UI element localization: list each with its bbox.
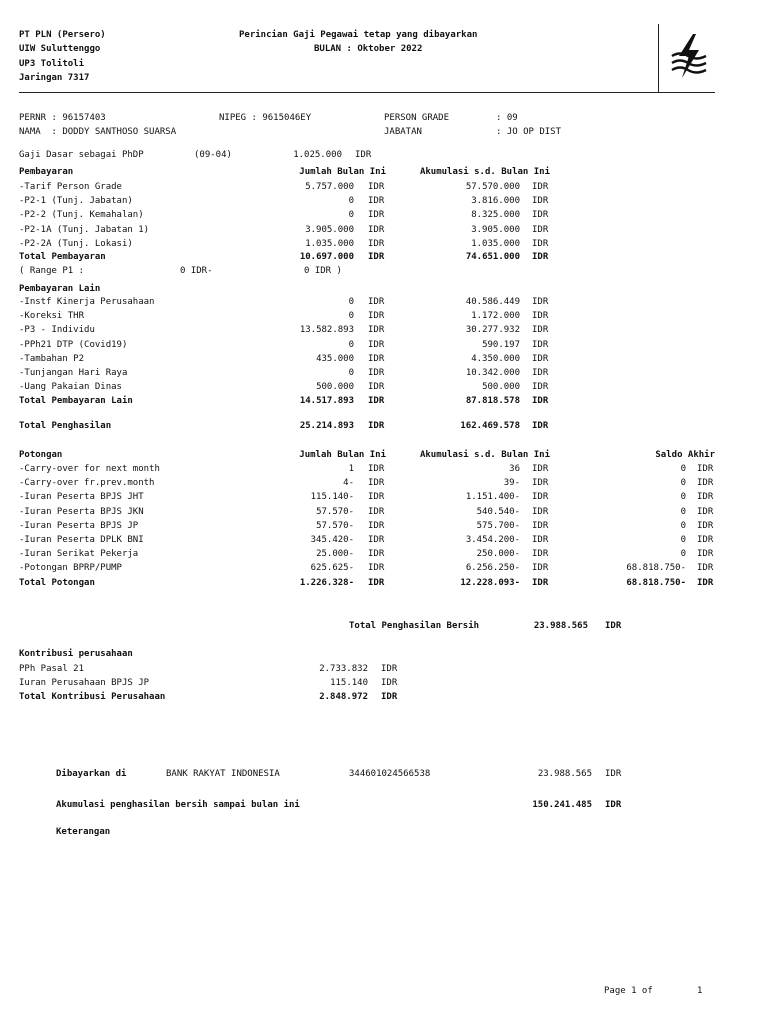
row-saldo-value: 0 (680, 520, 686, 531)
col-header-accum: Akumulasi s.d. Bulan Ini (419, 167, 550, 177)
pembayaran-title: Pembayaran (19, 167, 74, 177)
row-accum-value: 6.256.250- (465, 563, 520, 574)
row-current-currency: IDR (368, 210, 385, 221)
row-saldo-currency: IDR (697, 549, 714, 560)
row-current-currency: IDR (368, 535, 385, 545)
kontribusi-total-value: 2.848.972 (319, 692, 368, 702)
row-accum-currency: IDR (532, 311, 549, 322)
row-current-value: 1.226.328- (299, 578, 354, 588)
range-p1-label: ( Range P1 : (19, 266, 85, 276)
row-current-value: 0 (348, 368, 354, 378)
akumulasi-currency: IDR (605, 800, 622, 810)
logo-divider (658, 24, 659, 93)
header-rule (19, 92, 715, 93)
payment-currency: IDR (605, 769, 622, 779)
row-accum-currency: IDR (532, 339, 549, 350)
pln-logo (666, 28, 712, 88)
row-saldo-value: 68.818.750- (626, 578, 686, 588)
grade-value: : 09 (496, 113, 518, 123)
payment-amount: 23.988.565 (537, 769, 592, 779)
payment-bank: BANK RAKYAT INDONESIA (166, 769, 280, 779)
document-title: Perincian Gaji Pegawai tetap yang dibayarkan (239, 30, 478, 40)
col-header-current-2: Jumlah Bulan Ini (299, 450, 386, 460)
row-accum-currency: IDR (532, 492, 549, 503)
row-label: -Potongan BPRP/PUMP (19, 563, 122, 574)
row-saldo-value: 0 (680, 506, 686, 517)
row-current-value: 14.517.893 (299, 396, 354, 406)
row-saldo-currency: IDR (697, 520, 714, 531)
row-current-value: 115.140- (310, 492, 354, 503)
row-current-value: 1.035.000 (305, 238, 354, 249)
page-total: 1 (697, 986, 703, 996)
row-current-currency: IDR (368, 238, 385, 249)
akumulasi-label: Akumulasi penghasilan bersih sampai bulan ini (56, 800, 300, 810)
row-accum-value: 4.350.000 (471, 353, 520, 364)
row-saldo-currency: IDR (697, 464, 714, 474)
row-accum-value: 3.816.000 (471, 196, 520, 207)
row-current-value: 25.000- (316, 549, 354, 560)
row-current-value: 435.000 (316, 353, 354, 364)
row-accum-value: 8.325.000 (471, 210, 520, 221)
row-accum-currency: IDR (532, 478, 549, 489)
row-current-currency: IDR (368, 182, 385, 192)
row-current-value: 4- (343, 478, 354, 489)
pernr: PERNR : 96157403 (19, 113, 106, 123)
row-label: -Tarif Person Grade (19, 182, 122, 192)
row-current-value: 25.214.893 (299, 421, 354, 431)
row-accum-currency: IDR (532, 297, 549, 307)
row-accum-currency: IDR (532, 396, 549, 406)
col-header-accum-2: Akumulasi s.d. Bulan Ini (419, 450, 550, 460)
row-label: -Carry-over fr.prev.month (19, 478, 155, 489)
row-current-currency: IDR (368, 506, 385, 517)
grade-label: PERSON GRADE (384, 113, 450, 123)
phdp-label: Gaji Dasar sebagai PhDP (19, 150, 144, 160)
row-saldo-currency: IDR (697, 563, 714, 574)
row-label: -Iuran Serikat Pekerja (19, 549, 139, 560)
row-accum-currency: IDR (532, 464, 549, 474)
range-p1-to: 0 IDR ) (304, 266, 342, 276)
row-accum-currency: IDR (532, 238, 549, 249)
row-accum-value: 10.342.000 (465, 368, 520, 378)
row-accum-currency: IDR (532, 252, 549, 262)
row-accum-value: 3.454.200- (465, 535, 520, 545)
row-accum-currency: IDR (532, 549, 549, 560)
bersih-value: 23.988.565 (533, 621, 588, 631)
row-saldo-value: 0 (680, 478, 686, 489)
row-current-value: 57.570- (316, 520, 354, 531)
row-current-value: 0 (348, 339, 354, 350)
row-accum-value: 250.000- (476, 549, 520, 560)
bersih-currency: IDR (605, 621, 622, 631)
row-current-currency: IDR (368, 549, 385, 560)
kontribusi-label: Iuran Perusahaan BPJS JP (19, 678, 150, 689)
kontribusi-currency: IDR (381, 678, 398, 689)
row-accum-value: 1.035.000 (471, 238, 520, 249)
row-current-currency: IDR (368, 252, 385, 262)
row-current-value: 625.625- (310, 563, 354, 574)
row-current-value: 3.905.000 (305, 224, 354, 235)
akumulasi-value: 150.241.485 (532, 800, 592, 810)
row-accum-value: 1.172.000 (471, 311, 520, 322)
row-current-currency: IDR (368, 478, 385, 489)
row-current-currency: IDR (368, 464, 385, 474)
row-current-currency: IDR (368, 311, 385, 322)
row-accum-currency: IDR (532, 182, 549, 192)
row-current-currency: IDR (368, 325, 385, 336)
row-current-value: 0 (348, 196, 354, 207)
row-accum-value: 30.277.932 (465, 325, 520, 336)
payment-label: Dibayarkan di (56, 769, 127, 779)
kontribusi-total-currency: IDR (381, 692, 398, 702)
payment-account: 344601024566538 (349, 769, 431, 779)
row-label: -Tambahan P2 (19, 353, 85, 364)
company-unit: UIW Suluttenggo (19, 44, 101, 54)
row-current-value: 0 (348, 210, 354, 221)
page-of-label: Page 1 of (604, 986, 653, 996)
row-accum-currency: IDR (532, 224, 549, 235)
row-current-value: 1 (348, 464, 354, 474)
company-name: PT PLN (Persero) (19, 30, 106, 40)
row-current-value: 0 (348, 297, 354, 307)
row-accum-value: 162.469.578 (460, 421, 520, 431)
row-saldo-currency: IDR (697, 578, 714, 588)
row-current-currency: IDR (368, 353, 385, 364)
phdp-code: (09-04) (194, 150, 232, 160)
bersih-label: Total Penghasilan Bersih (349, 621, 480, 631)
row-label: -Koreksi THR (19, 311, 85, 322)
row-accum-value: 500.000 (482, 382, 520, 393)
row-label: -Instf Kinerja Perusahaan (19, 297, 155, 307)
row-current-currency: IDR (368, 492, 385, 503)
row-label: -Iuran Peserta DPLK BNI (19, 535, 144, 545)
row-accum-value: 74.651.000 (465, 252, 520, 262)
row-accum-currency: IDR (532, 325, 549, 336)
row-label: -Iuran Peserta BPJS JP (19, 520, 139, 531)
row-current-value: 500.000 (316, 382, 354, 393)
row-accum-currency: IDR (532, 535, 549, 545)
row-accum-value: 3.905.000 (471, 224, 520, 235)
row-accum-value: 12.228.093- (460, 578, 520, 588)
kontribusi-title: Kontribusi perusahaan (19, 649, 133, 659)
row-current-currency: IDR (368, 578, 385, 588)
row-accum-currency: IDR (532, 578, 549, 588)
row-saldo-currency: IDR (697, 506, 714, 517)
row-label: -P2-1A (Tunj. Jabatan 1) (19, 224, 150, 235)
row-current-value: 10.697.000 (299, 252, 354, 262)
row-current-currency: IDR (368, 382, 385, 393)
row-accum-value: 590.197 (482, 339, 520, 350)
row-accum-value: 39- (503, 478, 520, 489)
row-label: -PPh21 DTP (Covid19) (19, 339, 128, 350)
row-accum-currency: IDR (532, 520, 549, 531)
row-accum-value: 57.570.000 (465, 182, 520, 192)
document-period: BULAN : Oktober 2022 (314, 44, 423, 54)
kontribusi-label: PPh Pasal 21 (19, 664, 85, 674)
row-label: Total Pembayaran Lain (19, 396, 133, 406)
row-accum-currency: IDR (532, 506, 549, 517)
row-label: -Iuran Peserta BPJS JKN (19, 506, 144, 517)
company-network: Jaringan 7317 (19, 73, 90, 83)
row-accum-value: 40.586.449 (465, 297, 520, 307)
row-accum-value: 575.700- (476, 520, 520, 531)
row-accum-currency: IDR (532, 353, 549, 364)
row-accum-currency: IDR (532, 210, 549, 221)
row-accum-value: 540.540- (476, 506, 520, 517)
company-up3: UP3 Tolitoli (19, 59, 85, 69)
jabatan-label: JABATAN (384, 127, 422, 137)
col-header-saldo: Saldo Akhir (655, 450, 715, 460)
kontribusi-value: 115.140 (330, 678, 368, 689)
phdp-value: 1.025.000 (293, 150, 342, 160)
row-current-value: 57.570- (316, 506, 354, 517)
row-current-value: 0 (348, 311, 354, 322)
row-current-value: 345.420- (310, 535, 354, 545)
kontribusi-currency: IDR (381, 664, 398, 674)
row-saldo-value: 0 (680, 535, 686, 545)
row-label: -P3 - Individu (19, 325, 95, 336)
row-current-currency: IDR (368, 297, 385, 307)
row-label: -Tunjangan Hari Raya (19, 368, 128, 378)
row-accum-value: 87.818.578 (465, 396, 520, 406)
nipeg: NIPEG : 9615046EY (219, 113, 312, 123)
employee-name: NAMA : DODDY SANTHOSO SUARSA (19, 127, 177, 137)
row-accum-currency: IDR (532, 368, 549, 378)
row-saldo-value: 0 (680, 549, 686, 560)
pln-lightning-logo-icon (666, 28, 712, 88)
keterangan-label: Keterangan (56, 827, 111, 837)
row-current-currency: IDR (368, 368, 385, 378)
row-current-currency: IDR (368, 520, 385, 531)
row-current-currency: IDR (368, 339, 385, 350)
row-label: -Iuran Peserta BPJS JHT (19, 492, 144, 503)
pembayaran-lain-title: Pembayaran Lain (19, 284, 101, 294)
row-current-currency: IDR (368, 196, 385, 207)
row-accum-currency: IDR (532, 196, 549, 207)
row-label: -P2-1 (Tunj. Jabatan) (19, 196, 133, 207)
phdp-currency: IDR (355, 150, 372, 160)
row-label: -Uang Pakaian Dinas (19, 382, 122, 393)
row-current-currency: IDR (368, 224, 385, 235)
row-label: -P2-2 (Tunj. Kemahalan) (19, 210, 144, 221)
row-saldo-value: 0 (680, 464, 686, 474)
row-saldo-currency: IDR (697, 535, 714, 545)
kontribusi-total-label: Total Kontribusi Perusahaan (19, 692, 166, 702)
row-accum-currency: IDR (532, 421, 549, 431)
row-saldo-currency: IDR (697, 478, 714, 489)
range-p1-from: 0 IDR- (180, 266, 213, 276)
row-accum-currency: IDR (532, 382, 549, 393)
row-current-currency: IDR (368, 396, 385, 406)
row-label: -Carry-over for next month (19, 464, 160, 474)
row-label: Total Potongan (19, 578, 95, 588)
row-label: Total Penghasilan (19, 421, 112, 431)
row-current-value: 13.582.893 (299, 325, 354, 336)
row-accum-currency: IDR (532, 563, 549, 574)
col-header-current: Jumlah Bulan Ini (299, 167, 386, 177)
potongan-title: Potongan (19, 450, 63, 460)
row-current-currency: IDR (368, 421, 385, 431)
row-saldo-currency: IDR (697, 492, 714, 503)
row-label: Total Pembayaran (19, 252, 106, 262)
row-current-value: 5.757.000 (305, 182, 354, 192)
row-current-currency: IDR (368, 563, 385, 574)
jabatan-value: : JO OP DIST (496, 127, 562, 137)
row-accum-value: 36 (509, 464, 520, 474)
row-saldo-value: 68.818.750- (626, 563, 686, 574)
row-accum-value: 1.151.400- (465, 492, 520, 503)
row-saldo-value: 0 (680, 492, 686, 503)
row-label: -P2-2A (Tunj. Lokasi) (19, 238, 133, 249)
kontribusi-value: 2.733.832 (319, 664, 368, 674)
